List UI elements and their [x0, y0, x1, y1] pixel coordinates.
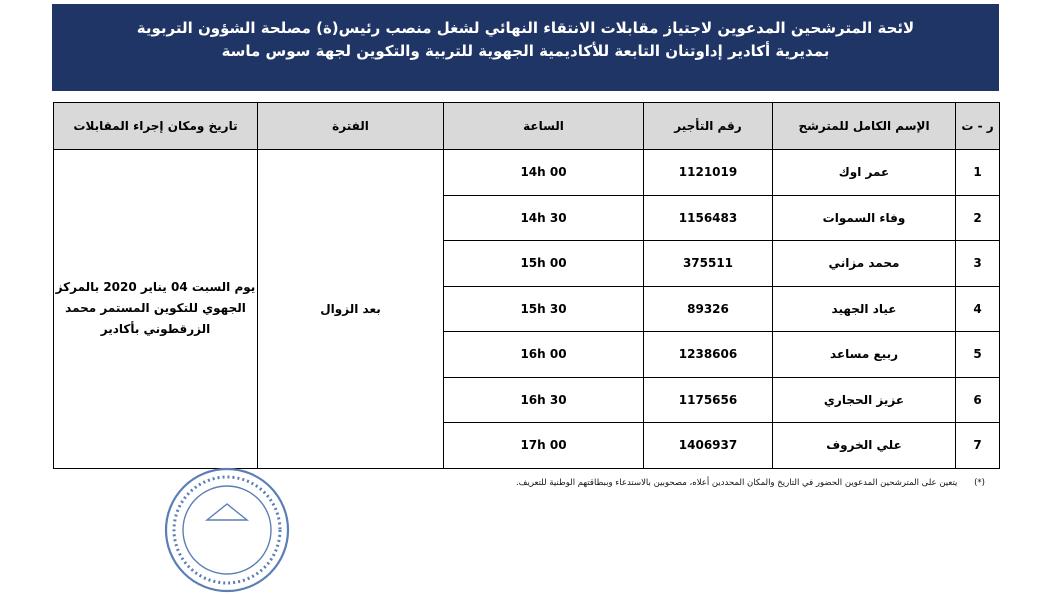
row-reg: 375511: [644, 241, 773, 287]
row-name: ربيع مساعد: [773, 332, 956, 378]
row-reg: 1121019: [644, 150, 773, 196]
footnote: [515, 478, 985, 488]
row-reg: 1238606: [644, 332, 773, 378]
row-num: 7: [956, 423, 1000, 469]
place-cell: يوم السبت 04 يناير 2020 بالمركز الجهوي للتكوين المستمر محمد الزرقطوني بأكادير: [54, 150, 258, 469]
seal-dotted-ring: [174, 477, 280, 583]
banner-title-line-1: لائحة المترشحين المدعوين لاجتياز مقابلات الانتقاء النهائي لشغل منصب رئيس(ة) مصلحة الشؤون التربوية: [136, 19, 915, 37]
row-time: 16h 30: [444, 377, 644, 423]
footnote-text: يتعين على المترشحين المدعوين الحضور في التاريخ والمكان المحددين أعلاه، مصحوبين بالاستدعاء وببطاقتهم الوطنية للتعريف.: [515, 478, 958, 488]
seal-inner-ring: [183, 486, 271, 574]
header-name: الإسم الكامل للمترشح: [773, 103, 956, 150]
row-name: وفاء السموات: [773, 195, 956, 241]
row-time: 15h 00: [444, 241, 644, 287]
header-period: الفترة: [258, 103, 444, 150]
row-time: 16h 00: [444, 332, 644, 378]
header-time: الساعة: [444, 103, 644, 150]
row-name: عمر اوك: [773, 150, 956, 196]
row-reg: 1406937: [644, 423, 773, 469]
row-reg: 1156483: [644, 195, 773, 241]
row-num: 1: [956, 150, 1000, 196]
row-num: 5: [956, 332, 1000, 378]
row-num: 4: [956, 286, 1000, 332]
row-reg: 1175656: [644, 377, 773, 423]
row-reg: 89326: [644, 286, 773, 332]
row-time: 15h 30: [444, 286, 644, 332]
row-name: عياد الجهيد: [773, 286, 956, 332]
candidates-table: [53, 102, 1000, 469]
header-reg: رقم التأجير: [644, 103, 773, 150]
banner-title-line-2: بمديرية أكادير إداوتنان التابعة للأكاديمية الجهوية للتربية والتكوين لجهة سوس ماسة: [221, 42, 830, 60]
row-num: 3: [956, 241, 1000, 287]
table-header-row: [54, 103, 1000, 150]
header-place: تاريخ ومكان إجراء المقابلات: [54, 103, 258, 150]
row-time: 17h 00: [444, 423, 644, 469]
row-time: 14h 30: [444, 195, 644, 241]
row-name: علي الخروف: [773, 423, 956, 469]
header-banner: [52, 4, 999, 91]
row-num: 6: [956, 377, 1000, 423]
row-time: 14h 00: [444, 150, 644, 196]
header-num: ر - ت: [956, 103, 1000, 150]
period-cell: بعد الزوال: [258, 150, 444, 469]
row-name: عزيز الحجاري: [773, 377, 956, 423]
row-name: محمد مزاني: [773, 241, 956, 287]
footnote-marker: (*): [974, 478, 985, 488]
official-seal-stamp: [163, 466, 291, 594]
table-row: [54, 150, 1000, 196]
seal-outer-ring: [166, 469, 288, 591]
seal-emblem: [207, 504, 247, 520]
row-num: 2: [956, 195, 1000, 241]
